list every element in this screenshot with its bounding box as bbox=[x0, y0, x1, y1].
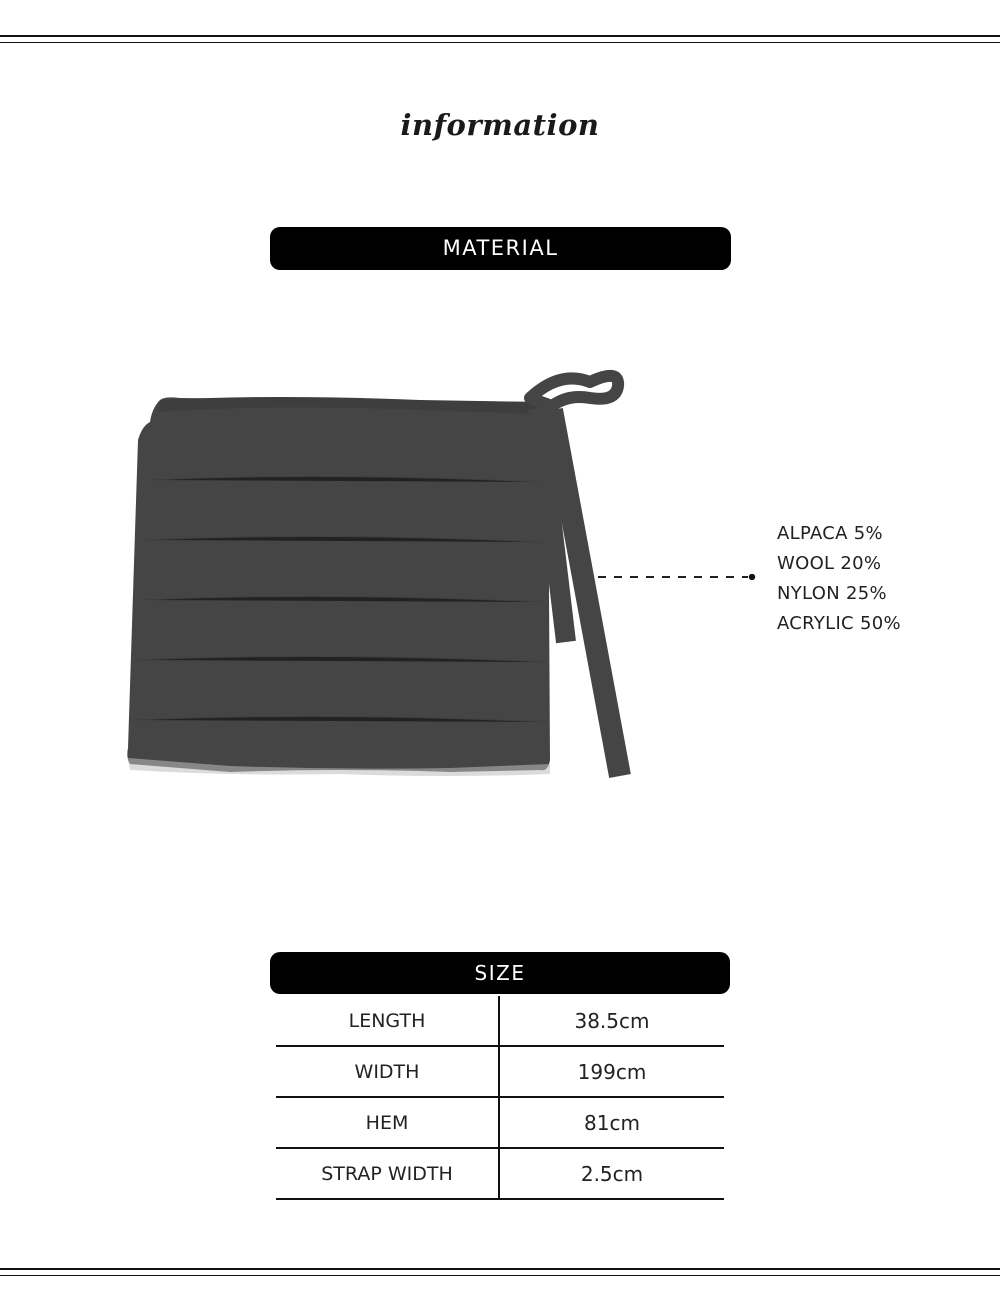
size-label: HEM bbox=[276, 1098, 500, 1147]
material-leader-line bbox=[598, 574, 758, 580]
material-composition-list bbox=[777, 519, 901, 639]
skirt-body bbox=[127, 397, 550, 772]
size-value: 38.5cm bbox=[574, 1008, 650, 1033]
size-table bbox=[276, 996, 724, 1200]
size-value: 2.5cm bbox=[580, 1161, 644, 1186]
table-row bbox=[276, 996, 724, 1047]
page-title: information bbox=[400, 108, 600, 142]
table-row bbox=[276, 1149, 724, 1200]
table-row bbox=[276, 1098, 724, 1149]
material-item: NYLON 25% bbox=[777, 583, 887, 604]
size-label: STRAP WIDTH bbox=[276, 1149, 500, 1198]
top-divider-thin-line bbox=[0, 42, 1000, 43]
material-item: WOOL 20% bbox=[777, 553, 882, 574]
bottom-divider-thin-line bbox=[0, 1275, 1000, 1276]
material-item: ACRYLIC 50% bbox=[777, 613, 901, 634]
size-value: 199cm bbox=[577, 1059, 647, 1084]
product-image-wrap-skirt bbox=[120, 360, 640, 790]
size-value: 81cm bbox=[584, 1110, 640, 1135]
tie-bow-loop bbox=[530, 376, 618, 406]
size-label: WIDTH bbox=[276, 1047, 500, 1096]
material-section-header: MATERIAL bbox=[270, 227, 731, 270]
table-row bbox=[276, 1047, 724, 1098]
size-section-header: SIZE bbox=[270, 952, 730, 994]
bottom-divider-line bbox=[0, 1268, 1000, 1270]
size-label: LENGTH bbox=[276, 996, 500, 1045]
top-divider-line bbox=[0, 35, 1000, 37]
material-item: ALPACA 5% bbox=[777, 523, 883, 544]
